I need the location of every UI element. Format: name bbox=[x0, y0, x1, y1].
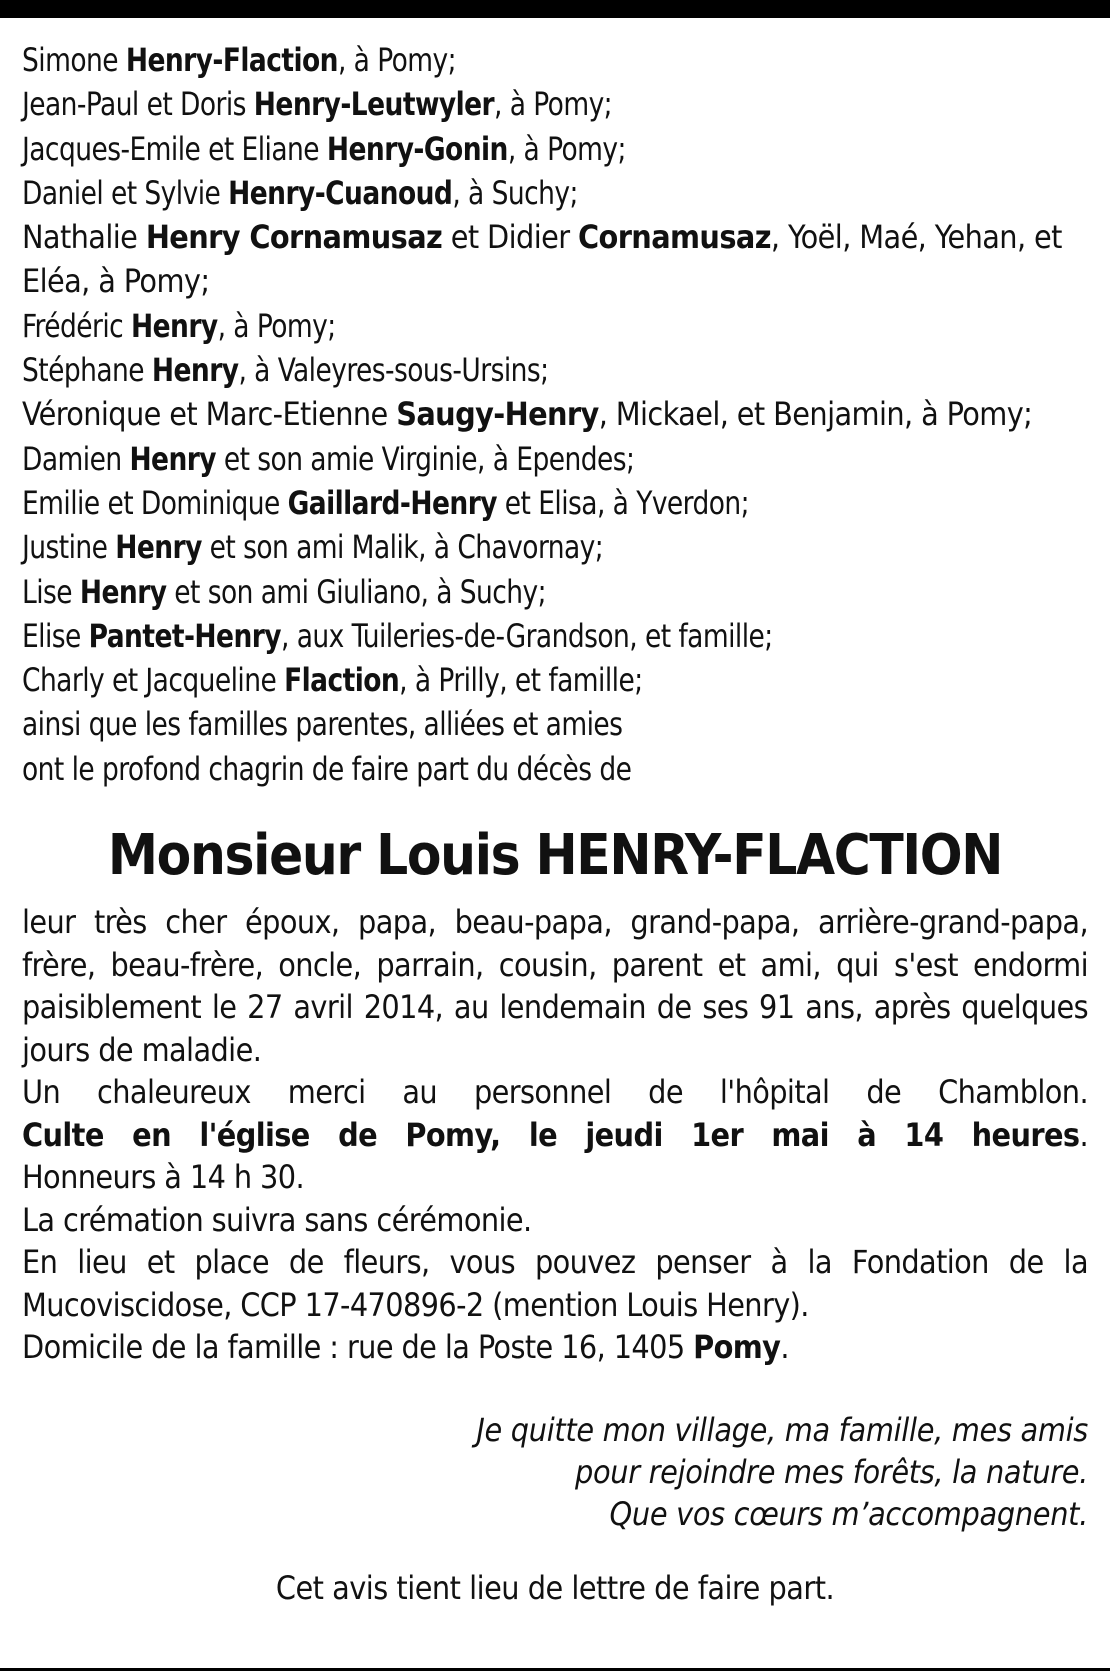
family-member: Charly et Jacqueline Flaction, à Prilly, et famille; bbox=[22, 661, 643, 700]
family-member: Nathalie Henry Cornamusaz et Didier Cornamusaz, Yoël, Maé, Yehan, et Eléa, à Pomy; bbox=[22, 218, 1062, 301]
ceremony-line: Culte en l'église de Pomy, le jeudi 1er mai à 14 heures. bbox=[22, 1115, 1088, 1154]
poem-line: Je quitte mon village, ma famille, mes amis bbox=[476, 1410, 1088, 1449]
family-member: Elise Pantet-Henry, aux Tuileries-de-Grandson, et famille; bbox=[22, 616, 773, 655]
family-member: Stéphane Henry, à Valeyres-sous-Ursins; bbox=[22, 351, 549, 390]
deceased-name: Monsieur Louis HENRY-FLACTION bbox=[107, 823, 1003, 889]
poem bbox=[22, 1409, 1088, 1535]
family-member: Daniel et Sylvie Henry-Cuanoud, à Suchy; bbox=[22, 173, 578, 212]
donation-paragraph: En lieu et place de fleurs, vous pouvez penser à la Fondation de la Mucoviscidose, CCP 17-470896-2 (mention Louis Henry). bbox=[22, 1243, 1088, 1324]
honours-line: Honneurs à 14 h 30. bbox=[22, 1158, 305, 1197]
poem-line: Que vos cœurs m’accompagnent. bbox=[609, 1494, 1088, 1533]
family-member: Simone Henry-Flaction, à Pomy; bbox=[22, 41, 456, 79]
family-address: Domicile de la famille : rue de la Poste 16, 1405 Pomy. bbox=[22, 1328, 789, 1367]
family-member: Emilie et Dominique Gaillard-Henry et Elisa, à Yverdon; bbox=[22, 483, 750, 522]
family-member: Jean-Paul et Doris Henry-Leutwyler, à Pomy; bbox=[22, 85, 613, 124]
family-member: Justine Henry et son ami Malik, à Chavornay; bbox=[22, 528, 604, 567]
tribute-paragraph: leur très cher époux, papa, beau-papa, grand-papa, arrière-grand-papa, frère, beau-frère, oncle, parrain, cousin, parent et ami, qui s'est endormi paisiblement le 27 avril 2014, au lendemain de ses 91 ans, après quelques jours de maladie. bbox=[22, 903, 1088, 1069]
cremation-line: La crémation suivra sans cérémonie. bbox=[22, 1200, 532, 1239]
family-member: Véronique et Marc-Etienne Saugy-Henry, Mickael, et Benjamin, à Pomy; bbox=[22, 395, 1033, 434]
closing-note: Cet avis tient lieu de lettre de faire part. bbox=[275, 1568, 835, 1607]
family-member: Frédéric Henry, à Pomy; bbox=[22, 306, 336, 345]
thanks-paragraph: Un chaleureux merci au personnel de l'hôpital de Chamblon. bbox=[22, 1073, 1088, 1112]
family-member: Lise Henry et son ami Giuliano, à Suchy; bbox=[22, 572, 547, 611]
family-list bbox=[22, 38, 1088, 791]
top-rule bbox=[0, 0, 1110, 18]
family-member: Damien Henry et son amie Virginie, à Ependes; bbox=[22, 439, 635, 478]
intro-line: ainsi que les familles parentes, alliées et amies bbox=[22, 705, 623, 744]
notice-body bbox=[22, 901, 1088, 1369]
obituary-notice bbox=[22, 38, 1088, 1609]
poem-line: pour rejoindre mes forêts, la nature. bbox=[574, 1452, 1088, 1491]
intro-line: ont le profond chagrin de faire part du décès de bbox=[22, 749, 632, 788]
family-member: Jacques-Emile et Eliane Henry-Gonin, à Pomy; bbox=[22, 129, 626, 168]
